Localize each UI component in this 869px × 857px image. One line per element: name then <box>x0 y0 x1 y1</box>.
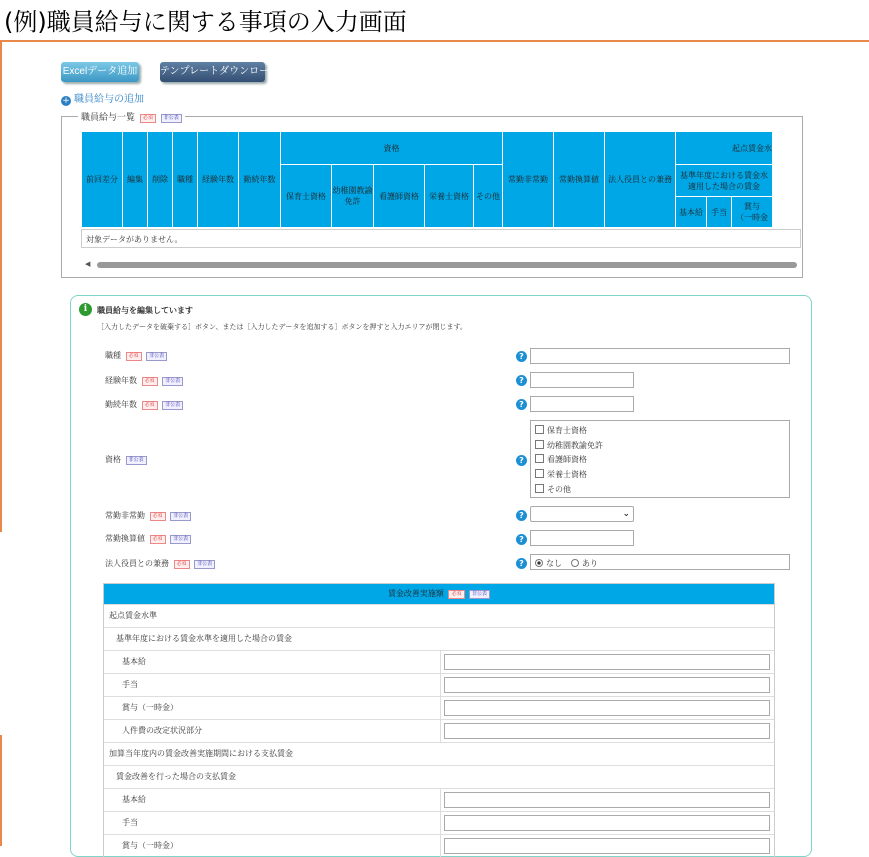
col-q-kango: 看護師資格 <box>374 165 425 228</box>
wage-row-label: 賞与（一時金） <box>122 841 178 850</box>
wage-header-label: 賃金改善実施額 <box>387 589 444 598</box>
wage-row-label: 人件費の改定状況部分 <box>122 726 202 735</box>
wage-row-labor-cost <box>104 719 774 742</box>
option-label: 栄養士資格 <box>547 470 587 479</box>
excel-add-button[interactable]: Excelデータ追加 <box>61 62 139 82</box>
non-public-badge: 非公表 <box>194 560 215 569</box>
wage-section-add-year: 加算当年度内の賃金改善実施期間における支払賃金 <box>104 742 774 765</box>
add-salary-link-label: 職員給与の追加 <box>74 94 144 105</box>
required-badge: 必須 <box>126 352 142 361</box>
radio[interactable] <box>571 559 579 567</box>
non-public-badge: 非公表 <box>170 535 191 544</box>
wage-subsection-improved: 賃金改善を行った場合の支払賃金 <box>104 765 774 788</box>
col-edit: 編集 <box>123 132 148 228</box>
help-icon-qualification[interactable]: ? <box>516 455 527 466</box>
help-icon-fulltime[interactable]: ? <box>516 510 527 521</box>
checkbox[interactable] <box>535 440 544 449</box>
wage-section-base-level: 起点賃金水準 <box>104 604 774 627</box>
col-tenure: 勤続年数 <box>239 132 281 228</box>
wage-row-bonus <box>104 696 774 719</box>
help-icon-concurrent[interactable]: ? <box>516 558 527 569</box>
help-icon-experience[interactable]: ? <box>516 375 527 386</box>
wage-row-basic-pay <box>104 650 774 673</box>
fulltime-label-text: 常勤非常勤 <box>105 511 145 520</box>
col-job: 職種 <box>173 132 198 228</box>
col-bonus-top: 賞与 <box>744 202 760 211</box>
job-input[interactable] <box>530 348 790 364</box>
col-qualification: 資格 <box>281 132 503 165</box>
fte-label <box>105 533 191 544</box>
non-public-badge: 非公表 <box>162 377 183 386</box>
salary-list-table <box>81 131 773 228</box>
required-badge: 必須 <box>142 401 158 410</box>
experience-input[interactable] <box>530 372 634 388</box>
wage-row-label: 手当 <box>122 680 138 689</box>
info-icon: i <box>79 303 92 316</box>
tenure-label <box>105 399 183 410</box>
wage-row-label: 手当 <box>122 818 138 827</box>
no-data-message: 対象データがありません。 <box>81 229 801 248</box>
divider <box>440 674 441 696</box>
wage-row-label: 基本給 <box>122 657 146 666</box>
wage-row-basic-pay-2 <box>104 788 774 811</box>
fulltime-label <box>105 510 191 521</box>
option-label: その他 <box>547 485 571 494</box>
col-delete: 削除 <box>148 132 173 228</box>
col-base-level: 起点賃金水 <box>676 132 773 165</box>
col-allowance: 手当 <box>707 197 732 228</box>
non-public-badge: 非公表 <box>126 456 147 465</box>
col-bonus-bottom: （一時金 <box>736 213 768 222</box>
bonus-input[interactable] <box>444 700 770 716</box>
radio-selected[interactable] <box>535 559 543 567</box>
concurrent-label-text: 法人役員との兼務 <box>105 559 169 568</box>
qualification-option-kango[interactable] <box>535 454 587 465</box>
option-label: 幼稚園教諭免許 <box>547 441 603 450</box>
divider <box>440 812 441 834</box>
concurrent-no-label: なし <box>546 559 562 568</box>
required-badge: 必須 <box>142 377 158 386</box>
help-icon-job[interactable]: ? <box>516 351 527 362</box>
job-label <box>105 350 167 361</box>
col-bonus <box>732 197 773 228</box>
job-label-text: 職種 <box>105 351 121 360</box>
help-icon-fte[interactable]: ? <box>516 534 527 545</box>
col-concurrent: 法人役員との兼務 <box>605 132 676 228</box>
edit-hint: ［入力したデータを破棄する］ボタン、または［入力したデータを追加する］ボタンを押すと入力エリアが閉じます。 <box>97 323 467 331</box>
required-badge: 必須 <box>150 512 166 521</box>
divider <box>440 720 441 742</box>
salary-list-legend <box>78 110 185 123</box>
col-q-yochien: 幼稚園教諭免許 <box>332 165 374 228</box>
checkbox[interactable] <box>535 454 544 463</box>
plus-circle-icon: + <box>62 96 70 106</box>
non-public-badge: 非公表 <box>170 512 191 521</box>
divider <box>440 651 441 673</box>
experience-label-text: 経験年数 <box>105 376 137 385</box>
wage-table-header <box>104 584 774 604</box>
qualification-label <box>105 454 147 465</box>
chevron-down-icon: ⌄ <box>622 509 630 519</box>
option-label: 看護師資格 <box>547 455 587 464</box>
concurrent-radio-panel <box>530 554 790 570</box>
divider <box>440 789 441 811</box>
fte-input[interactable] <box>530 530 634 546</box>
qualification-option-yochien[interactable] <box>535 440 603 451</box>
col-diff: 前回差分 <box>82 132 123 228</box>
col-q-hoikushi: 保育士資格 <box>281 165 332 228</box>
col-fte: 常勤換算値 <box>554 132 605 228</box>
qualification-option-hoikushi[interactable] <box>535 425 587 436</box>
horizontal-scrollbar[interactable] <box>97 262 797 268</box>
required-badge: 必須 <box>448 590 464 599</box>
tenure-input[interactable] <box>530 396 634 412</box>
fulltime-select[interactable] <box>530 506 634 522</box>
fte-label-text: 常勤換算値 <box>105 534 145 543</box>
checkbox[interactable] <box>535 484 544 493</box>
wage-row-allowance-2 <box>104 811 774 834</box>
col-base-year: 基準年度における賃金水 適用した場合の賃金 <box>676 165 773 197</box>
required-badge: 必須 <box>150 535 166 544</box>
non-public-badge: 非公表 <box>161 114 182 123</box>
concurrent-option-yes[interactable] <box>571 558 598 569</box>
required-badge: 必須 <box>140 114 156 123</box>
wage-row-label: 基本給 <box>122 795 146 804</box>
allowance-input[interactable] <box>444 677 770 693</box>
divider <box>440 835 441 857</box>
add-salary-link[interactable] <box>61 90 144 106</box>
col-basic-pay: 基本給 <box>676 197 707 228</box>
tenure-label-text: 勤続年数 <box>105 400 137 409</box>
wage-row-bonus-2 <box>104 834 774 857</box>
labor-cost-input[interactable] <box>444 723 770 739</box>
wage-improvement-table <box>103 583 775 857</box>
checkbox[interactable] <box>535 425 544 434</box>
bonus-2-input[interactable] <box>444 838 770 854</box>
scroll-left-icon[interactable]: ◀ <box>85 260 91 268</box>
basic-pay-input[interactable] <box>444 654 770 670</box>
template-download-button[interactable]: テンプレートダウンロード <box>160 62 265 82</box>
concurrent-label <box>105 558 215 569</box>
page-title: (例)職員給与に関する事項の入力画面 <box>4 8 407 36</box>
wage-row-allowance <box>104 673 774 696</box>
qualification-label-text: 資格 <box>105 455 121 464</box>
required-badge: 必須 <box>174 560 190 569</box>
col-q-eiyo: 栄養士資格 <box>425 165 474 228</box>
divider <box>440 697 441 719</box>
experience-label <box>105 375 183 386</box>
col-fulltime: 常勤非常勤 <box>503 132 554 228</box>
wage-subsection-base-year: 基準年度における賃金水準を適用した場合の賃金 <box>104 627 774 650</box>
option-label: 保育士資格 <box>547 426 587 435</box>
non-public-badge: 非公表 <box>146 352 167 361</box>
qualification-option-eiyo[interactable] <box>535 469 587 480</box>
qualification-option-other[interactable] <box>535 484 571 495</box>
col-q-other: その他 <box>474 165 503 228</box>
salary-list-title: 職員給与一覧 <box>81 113 136 123</box>
col-experience: 経験年数 <box>198 132 239 228</box>
edit-heading: 職員給与を編集しています <box>97 306 193 315</box>
allowance-2-input[interactable] <box>444 815 770 831</box>
non-public-badge: 非公表 <box>162 401 183 410</box>
basic-pay-2-input[interactable] <box>444 792 770 808</box>
concurrent-yes-label: あり <box>582 559 598 568</box>
non-public-badge: 非公表 <box>469 590 490 599</box>
help-icon-tenure[interactable]: ? <box>516 399 527 410</box>
wage-row-label: 賞与（一時金） <box>122 703 178 712</box>
checkbox[interactable] <box>535 469 544 478</box>
concurrent-option-no[interactable] <box>535 558 562 569</box>
